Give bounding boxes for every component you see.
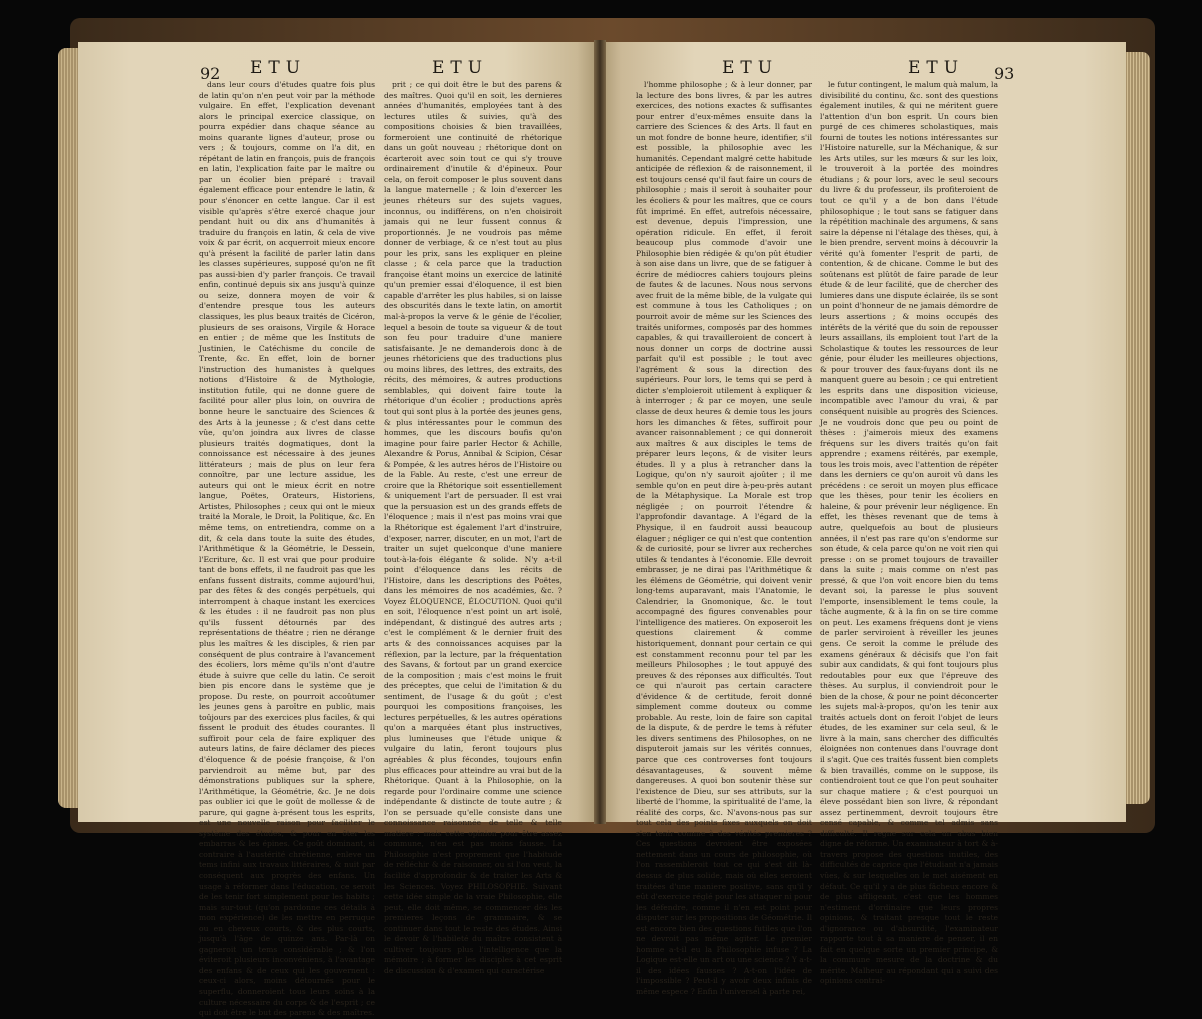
running-head-left-col2: ETU xyxy=(432,58,489,78)
column-text: dans leur cours d'études quatre fois plus de latin qu'on n'en peut voir par la méthode vulgaire. En effet, l'explication devenant alors le principal exercice classique, on pourra expédier dans chaque séance au moins quarante lignes d'auteur, prose ou vers ; & toujours, comme on l'a dit, en répétant de latin en françois, puis de françois en latin, l'explication faite par le maître ou par un écolier bien préparé : travail également efficace pour entendre le latin, & pour s'énoncer en cette langue. Car il est visible qu'après s'être exercé chaque jour pendant huit ou dix ans d'humanités à traduire du françois en latin, & cela de vive voix & par écrit, on acquerroit mieux encore qu'à présent la facilité de parler latin dans les classes supérieures, supposé qu'on ne fît pas aussi-bien d'y parler françois. Ce travail enfin, continué depuis six ans jusqu'à quinze ou seize, donnera moyen de voir & d'entendre presque tous les auteurs classiques, les plus beaux traités de Cicéron, plusieurs de ses oraisons, Virgile & Horace en entier ; de même que les Instituts de Justinien, le Catéchisme du concile de Trente, &c. En effet, loin de borner l'instruction des humanistes à quelques notions d'Histoire & de Mythologie, institution futile, qui ne donne guere de facilité pour aller plus loin, on ouvrira de bonne heure le sanctuaire des Sciences & des Arts à la jeunesse ; & c'est dans cette vûe, qu'on joindra aux livres de classe plusieurs traités dogmatiques, dont la connoissance est nécessaire à des jeunes littérateurs ; mais de plus on leur fera connoître, par une lecture assidue, les auteurs qui ont le mieux écrit en notre langue, Poëtes, Orateurs, Historiens, Artistes, Philosophes ; ceux qui ont le mieux traité la Morale, le Droit, la Politique, &c. En même tems, on entretiendra, comme on a dit, & cela dans toute la suite des études, l'Arithmétique & la Géométrie, le Dessein, l'Ecriture, &c. Il est vrai que pour produire tant de bons effets, il ne faudroit pas que les enfans fussent distraits, comme aujourd'hui, par des fêtes & des congés perpétuels, qui interrompent à chaque instant les exercices & les études : il ne faudroit pas non plus qu'ils fussent détournés par des représentations de théatre ; rien ne dérange plus les maîtres & les disciples, & rien par conséquent de plus contraire à l'avancement des écoliers, lors même qu'ils n'ont d'autre étude à suivre que celle du latin. Ce seroit bien pis encore dans le système que je propose. Du reste, on pourroit accoûtumer les jeunes gens à paroître en public, mais toûjours par des exercices plus faciles, & qui fissent le produit des études courantes. Il suffiroit pour cela de faire expliquer des auteurs latins, de faire déclamer des pieces d'éloquence & de poésie françoise, & l'on parviendroit au même but, par des démonstrations publiques sur la sphere, l'Arithmétique, la Géométrie, &c. Je ne dois pas oublier ici que le goût de mollesse & de parure, qui gagne à-présent tous les esprits, est une nouvelle raison pour faciliter le système des études, & pour en ôter les embarras & les épines. Ce goût dominant, si contraire à l'austérité chrétienne, enleve un tems infini aux travaux littéraires, & nuit par conséquent aux progrès des enfans. Un usage à réformer dans l'éducation, ce seroit de les tenir fort simplement pour les habits ; mais sur-tout (qu'on pardonne ces détails à mon expérience) de les mettre en perruque ou en cheveux courts, & des plus courts, jusqu'à l'âge de quinze ans. Par-là on gagneroit un tems considérable ; & l'on éviteroit plusieurs inconvéniens, à l'avantage des enfans & de ceux qui les gouvernent : ceux-ci alors, moins détournés pour le superflu, donneroient tous leurs soins à la culture nécessaire du corps & de l'esprit ; ce qui doit être le but des parens & des maîtres. xyxy=(199,80,375,1018)
left-page-column-1 xyxy=(199,80,375,1018)
column-text: l'homme philosophe ; & à leur donner, par la lecture des bons livres, & par les autres exercices, des notions exactes & suffisantes pour entrer d'eux-mêmes ensuite dans la carriere des Sciences & des Arts. Il faut en un mot fondre de bonne heure, identifier, s'il est possible, la philosophie avec les humanités. Cependant malgré cette habitude anticipée de réflexion & de raisonnement, il est toujours censé qu'il faut faire un cours de philosophie ; mais il seroit à souhaiter pour les écoliers & pour les maîtres, que ce cours fût imprimé. En effet, autrefois nécessaire, est devenue, depuis l'impression, une opération ridicule. En effet, il feroit beaucoup plus commode d'avoir une Philosophie bien rédigée & qu'on pût étudier à son aise dans un livre, que de se fatiguer à écrire de médiocres cahiers toujours pleins de fautes & de lacunes. Nous nous servons avec fruit de la même bible, de la vulgate qui est commune à tous les Catholiques ; on pourroit avoir de même sur les Sciences des traités uniformes, composés par des hommes capables, & qui travailleroient de concert à nous donner un corps de doctrine aussi parfait qu'il est possible ; le tout avec l'agrément & sous la direction des supérieurs. Pour lors, le tems qui se perd à dicter s'emploieroit utilement à expliquer & à interroger ; & par ce moyen, une seule classe de deux heures & demie tous les jours hors les dimanches & fêtes, suffiroit pour avancer raisonnablement ; ce qui donneroit aux maîtres & aux disciples le tems de préparer leurs leçons, & de visiter leurs études. Il y a plus à retrancher dans la Logique, qu'on n'y sauroit ajoûter ; il me semble qu'on en peut dire à-peu-près autant de la Métaphysique. La Morale est trop négligée ; on pourroit l'étendre & l'approfondir davantage. A l'égard de la Physique, il en faudroit aussi beaucoup élaguer ; négliger ce qui n'est que contention & de curiosité, pour se livrer aux recherches utiles & tendantes à l'économie. Elle devroit embrasser, je ne dirai pas l'Arithmétique & les élémens de Géométrie, qui doivent venir long-tems auparavant, mais l'Anatomie, le Calendrier, la Gnomonique, &c. le tout accompagné des figures convenables pour l'intelligence des matieres. On exposeroit les questions clairement & comme historiquement, donnant pour certain ce qui est constamment reconnu pour tel par les meilleurs Philosophes ; le tout appuyé des preuves & des réponses aux difficultés. Tout ce qui n'auroit pas certain caractere d'évidence & de certitude, feroit donné simplement comme douteux ou comme probable. Au reste, loin de faire son capital de la dispute, & de perdre le tems à réfuter les divers sentimens des Philosophes, on ne disputeroit jamais sur les vérités connues, parce que ces controverses font toujours désavantageuses, & souvent même dangereuses. A quoi bon soutenir thèse sur l'existence de Dieu, sur ses attributs, sur la liberté de l'homme, la spiritualité de l'ame, la réalité des corps, &c. N'avons-nous pas sur tout cela des points fixes auxquels on doit s'en tenir comme à des vérités premieres ? Ces questions devroient être exposées nettement dans un cours de philosophie, où l'on rassembleroit tout ce qui s'est dit là-dessus de plus solide, mais où elles seroient traitées d'une maniere positive, sans qu'il y eût d'exercice réglé pour les attaquer ni pour les défendre, comme il n'en est point pour disputer sur les propositions de Géométrie. Il est encore bien des questions futiles que l'on ne devroit pas même agiter. Le premier homme a-t-il eu la Philosophie infuse ? La Logique est-elle un art ou une science ? Y a-t-il des idées fausses ? A-t-on l'idée de l'impossible ? Peut-il y avoir deux infinis de même espece ? Enfin l'universel à parte rei, xyxy=(636,80,812,997)
right-page-column-2 xyxy=(820,80,999,986)
left-page-column-2 xyxy=(384,80,562,975)
running-head-left-col1: ETU xyxy=(250,58,307,78)
right-page-edges xyxy=(1122,52,1150,804)
column-text: prit ; ce qui doit être le but des parens & des maîtres. Quoi qu'il en soit, les dernieres années d'humanités, employées tant à des lectures utiles & suivies, qu'à des compositions choisies & bien travaillées, formeroient une continuité de rhétorique dans un goût nouveau ; rhétorique dont on écarteroit avec soin tout ce qui s'y trouve ordinairement d'inutile & d'épineux. Pour cela, on feroit composer le plus souvent dans la langue maternelle ; & loin d'exercer les jeunes rhéteurs sur des sujets vagues, inconnus, ou indifférens, on n'en choisiroit jamais qui ne leur fussent connus & proportionnés. Je ne voudrois pas même donner de verbiage, & ce n'est tout au plus pour les prix, sans les expliquer en pleine classe ; & cela parce que la traduction françoise étant moins un exercice de latinité qu'un premier essai d'éloquence, il est bien capable d'arrêter les plus habiles, si on laisse des obscurités dans le texte latin, on amortit mal-à-propos la verve & le génie de l'écolier, lequel a besoin de toute sa vigueur & de tout son feu pour traduire d'une maniere satisfaisante. Je ne demanderois donc à de jeunes rhétoriciens que des traductions plus ou moins libres, des lettres, des extraits, des récits, des mémoires, & autres productions semblables, qui doivent faire toute la rhétorique d'un écolier ; productions après tout qui sont plus à la portée des jeunes gens, & plus intéressantes pour le commun des hommes, que les discours boufis qu'on imagine pour faire parler Hector & Achille, Alexandre & Porus, Annibal & Scipion, César & Pompée, & les autres héros de l'Histoire ou de la Fable. Au reste, c'est une erreur de croire que la Rhétorique soit essentiellement & uniquement l'art de persuader. Il est vrai que la persuasion est un des grands effets de l'éloquence ; mais il n'est pas moins vrai que la Rhétorique est également l'art d'instruire, d'exposer, narrer, discuter, en un mot, l'art de traiter un sujet quelconque d'une maniere tout-à-la-fois élégante & solide. N'y a-t-il point d'éloquence dans les récits de l'Histoire, dans les descriptions des Poëtes, dans les mémoires de nos académies, &c. ? Voyez ÉLOQUENCE, ÉLOCUTION. Quoi qu'il en soit, l'éloquence n'est point un art isolé, indépendant, & distingué des autres arts ; c'est le complément & le dernier fruit des arts & des connoissances acquises par la réflexion, par la lecture, par la fréquentation des Savans, & fortout par un grand exercice de la composition ; mais c'est moins le fruit des préceptes, que celui de l'imitation & du sentiment, de l'usage & du goût ; c'est pourquoi les compositions françoises, les lectures perpétuelles, & les autres opérations qu'on a marquées étant plus instructives, plus lumineuses que l'étude unique & vulgaire du latin, feront toujours plus agréables & plus fécondes, toujours enfin plus efficaces pour atteindre au vrai but de la Rhétorique. Quant à la Philosophie, on la regarde pour l'ordinaire comme une science indépendante & distincte de toute autre ; & l'on se persuade qu'elle consiste dans une connoissance raisonnée de telle & telle matiere : mais cette opinion pour être assez commune, n'en est pas moins fausse. La Philosophie n'est proprement que l'habitude de réfléchir & de raisonner, ou si l'on veut, la facilité d'approfondir & de traiter les Arts & les Sciences. Voyez PHILOSOPHIE. Suivant cette idée simple de la vraie Philosophie, elle peut, elle doit même, se commencer dès les premieres leçons de grammaire, & se continuer dans tout le reste des études. Ainsi le devoir & l'habileté du maître consistent à cultiver toujours plus l'intelligence que la mémoire ; à former les disciples à cet esprit de discussion & d'examen qui caractérise xyxy=(384,80,562,975)
running-head-right-col2: ETU xyxy=(908,58,965,78)
right-page-column-1 xyxy=(636,80,812,997)
book-gutter xyxy=(594,40,606,824)
page-number-left: 92 xyxy=(200,64,221,83)
running-head-right-col1: ETU xyxy=(722,58,779,78)
left-page-edges xyxy=(58,48,80,808)
page-number-right: 93 xyxy=(994,64,1015,83)
column-text: le futur contingent, le malum quà malum, la divisibilité du continu, &c. sont des questions également inutiles, & qui ne méritent guere l'attention d'un bon esprit. Un cours bien purgé de ces chimeres scholastiques, mais fourni de toutes les notions intéressantes sur l'Histoire naturelle, sur la Méchanique, & sur les Arts utiles, sur les mœurs & sur les loix, le trouveroit à la portée des moindres étudians ; & pour lors, avec le seul secours du livre & du professeur, ils profiteroient de tout ce qu'il y a de bon dans l'étude philosophique ; le tout sans se fatiguer dans la répétition machinale des argumens, & sans saire la dépense ni l'étalage des thèses, qui, à le bien prendre, servent moins à découvrir la vérité qu'à fomenter l'esprit de parti, de contention, & de chicane. Comme le but des soûtenans est plûtôt de faire parade de leur étude & de leur facilité, que de chercher des lumieres dans une dispute éclairée, ils se sont un point d'honneur de ne jamais démordre de leurs assertions ; & moins occupés des intérêts de la vérité que du soin de repousser leurs assaillans, ils emploient tout l'art de la Scholastique & toutes les ressources de leur génie, pour éluder les meilleures objections, & pour trouver des faux-fuyans dont ils ne manquent guere au besoin ; ce qui entretient les esprits dans une disposition vicieuse, incompatible avec l'amour du vrai, & par conséquent nuisible au progrès des Sciences. Je ne voudrois donc que peu ou point de thèses : j'aimerois mieux des examens fréquens sur les divers traités qu'on fait apprendre ; examens réitérés, par exemple, tous les trois mois, avec l'attention de répéter dans les derniers ce qu'on auroit vû dans les précédens : ce seroit un moyen plus efficace que les thèses, pour tenir les écoliers en haleine, & pour prévenir leur négligence. En effet, les thèses revenant que de tems à autre, quelquefois au bout de plusieurs années, il n'est pas rare qu'on s'endorme sur son étude, & cela parce qu'on ne voit rien qui presse : on se promet toujours de travailler dans la suite ; mais comme on n'est pas pressé, & que l'on voit encore bien du tems devant soi, la paresse le plus souvent l'emporte, insensiblement le tems coule, la tâche augmente, & à la fin on se tire comme on peut. Les examens fréquens dont je viens de parler serviroient à réveiller les jeunes gens. Ce seroit la comme le prélude des examens généraux & décisifs que l'on fait subir aux candidats, & qui font toujours plus redoutables pour eux que l'épreuve des thèses. Au surplus, il conviendroit pour le bien de la chose, & pour ne point déconcerter les sujets mal-à-propos, qu'on les tenir aux traités actuels dont on feroit l'objet de leurs études, de les examiner sur cela seul, & le livre à la main, sans chercher des difficultés éloignées non contenues dans l'ouvrage dont il s'agit. Que ces traités fussent bien complets & bien travaillés, comme on le suppose, ils contiendroient tout ce que l'on peut souhaiter sur chaque matiere ; & c'est pourquoi un éleve possédant bien son livre, & répondant assez pertinemment, devroit toujours être censé capable, & comme tel admis sans difficulté. Il regne sur cela un abus bien digne de réforme. Un examinateur à tort & à-travers propose des questions inutiles, des difficultés de caprice que l'étudiant n'a jamais vûes, & sur lesquelles on le met aisément en défaut. Ce qu'il y a de plus fâcheux encore & de plus affligeant, c'est que les hommes n'estiment d'ordinaire que leurs propres opinions, & traitant presque tout le reste d'ignorance ou d'absurdité, l'examinateur rapporte tout à sa maniere de penser, il en fait en quelque sorte un premier principe, & la commune mesure de la doctrine & du mérite. Malheur au répondant qui a suivi des opinions contrai- xyxy=(820,80,999,986)
